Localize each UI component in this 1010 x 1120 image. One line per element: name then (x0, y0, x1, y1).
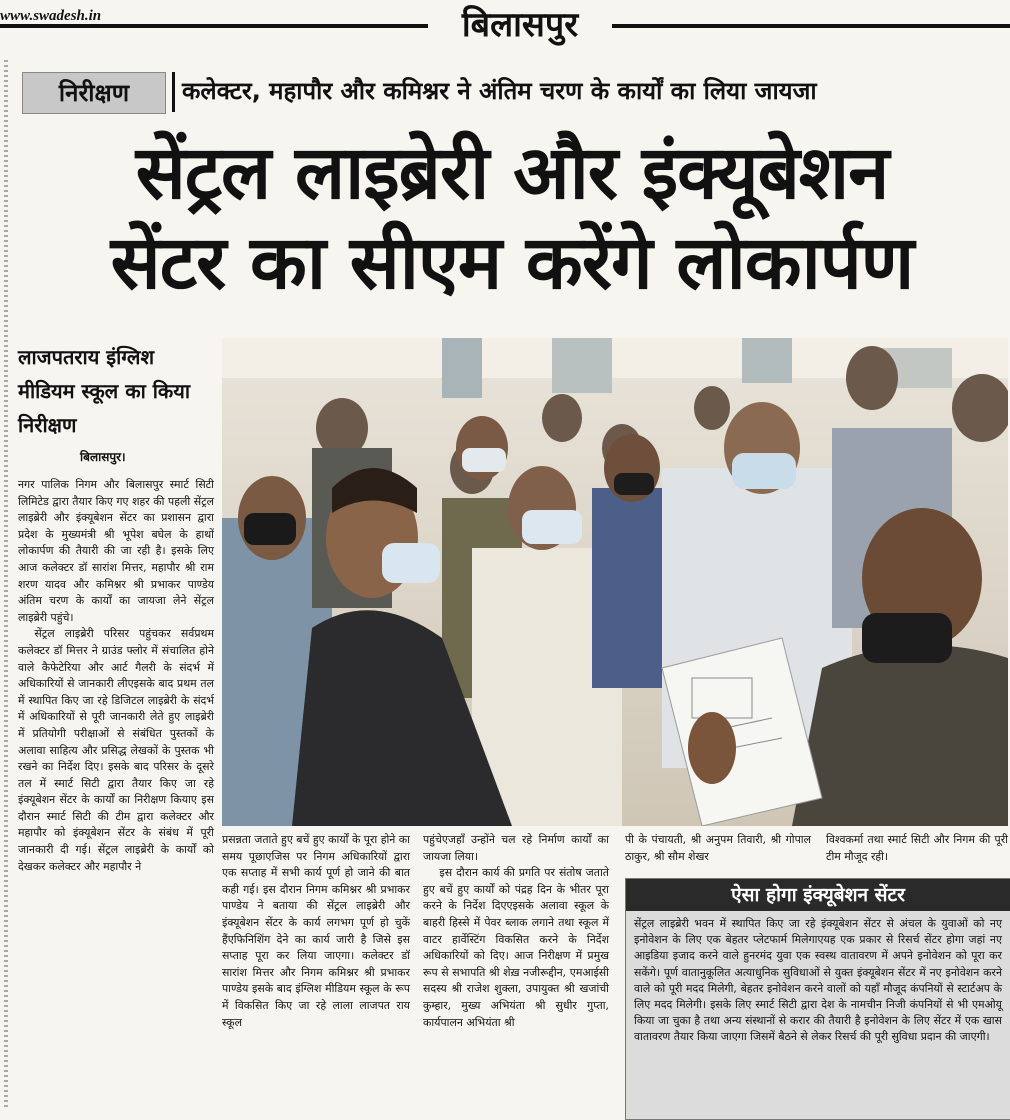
headline-line-1: सेंट्रल लाइब्रेरी और इंक्यूबेशन (135, 130, 889, 216)
news-photo (222, 338, 1008, 826)
column-2-text-a: पहुंचेएजहाँ उन्होंने चल रहे निर्माण कार्यों का जायजा लिया। (423, 833, 609, 863)
column-4-text: विश्वकर्मा तथा स्मार्ट सिटी और निगम की पूरी टीम मौजूद रही। (826, 833, 1008, 863)
column-2-text-b: इस दौरान कार्य की प्रगति पर संतोष जताते हुए बचें हुए कार्यों को पंद्रह दिन के भीतर पूरा करने के निर्देश दिएएइसके अलावा स्कूल के बाहरी हिस्से में पेवर ब्लाक लगाने तथा स्कूल में वाटर हार्वेस्टिंग विकसित करने के निर्देश अधिकारियों को दिए। आज निरीक्षण में प्रमुख रूप से सभापति श्री शेख़ नजीरूद्दीन, एमआईसी सदस्य श्री राजेश शुक्ला, उपायुक्त श्री खजांची कुम्हार, मुख्य अभियंता श्री सुधीर गुप्ता, कार्यपालन अभियंता श्री (423, 866, 609, 1029)
info-box-title: ऐसा होगा इंक्यूबेशन सेंटर (626, 879, 1010, 911)
sidebar-story (18, 340, 214, 875)
page-border (4, 60, 8, 1110)
sub-headline: लाजपतराय इंग्लिश मीडियम स्कूल का किया निरीक्षण (18, 345, 191, 437)
kicker-divider (172, 72, 175, 112)
column-1 (222, 832, 410, 1031)
headline-line-2: सेंटर का सीएम करेंगे लोकार्पण (110, 220, 914, 306)
column-1-text: प्रसन्नता जताते हुए बचें हुए कार्यों के पूरा होने का समय पूछाएजिस पर निगम अधिकारियों द्वारा एक सप्ताह में सभी कार्य पूर्ण हो जाने की बात कही गई। इस दौरान निगम कमिश्नर श्री प्रभाकर पाण्डेय ने बताया की सेंट्रल लाइब्रेरी और इंक्यूबेशन सेंटर के कार्य लगभग पूर्ण हो चुकें हैंएफिनिशिंग देने का कार्य जारी है जिसे इस सप्ताह पूरा कर लिया जाएगा। कलेक्टर डॉ सारांश मित्तर और निगम कमिश्नर श्री प्रभाकर पाण्डेय इसके बाद इंग्लिश मीडियम स्कूल के रूप में विकसित किए जा रहे लाला लाजपत राय स्कूल (222, 833, 410, 1029)
column-3-text: पी के पंचायती, श्री अनुपम तिवारी, श्री गोपाल ठाकुर, श्री सौम शेखर (625, 833, 811, 863)
header-rule-right (612, 24, 1010, 28)
inspection-photo-illustration (222, 338, 1008, 826)
category-tag: निरीक्षण (22, 72, 166, 114)
info-box (625, 878, 1010, 1120)
site-url[interactable]: www.swadesh.in (0, 8, 102, 24)
section-title: बिलासपुर (461, 5, 579, 45)
column-4 (826, 832, 1008, 865)
header-rule-left (0, 24, 428, 28)
column-3 (625, 832, 811, 865)
story-paragraph-1: नगर पालिक निगम और बिलासपुर स्मार्ट सिटी लिमिटेड द्वारा तैयार किए गए शहर की पहली सेंट्रल लाइब्रेरी और इंक्यूबेशन सेंटर का प्रशासन द्वारा प्रदेश के मुख्यमंत्री श्री भूपेश बघेल के हाथों लोकार्पण की तैयारी की जा रही है। इसके लिए आज कलेक्टर डॉ सारांश मित्तर, महापौर श्री राम शरण यादव और कमिश्नर श्री प्रभाकर पाण्डेय अंतिम चरण के कार्यों का जायजा लेने सेंट्रल लाइब्रेरी पहुंचे। (18, 478, 214, 624)
kicker: कलेक्टर, महापौर और कमिश्नर ने अंतिम चरण के कार्यों का लिया जायजा (182, 77, 817, 105)
story-paragraph-2: सेंट्रल लाइब्रेरी परिसर पहुंचकर सर्वप्रथम कलेक्टर डॉ मित्तर ने ग्राउंड फ्लोर में संचालित होने वाले कैफेटेरिया और आर्ट गैलरी के संदर्भ में अधिकारियों से जानकारी लीएइसके बाद प्रथम तल में स्थापित किए जा रहे डिजिटल लाइब्रेरी के संदर्भ में अधिकारियों से पूरी जानकारी लेते हुए लाइब्रेरी में प्रतियोगी परीक्षाओं से संबंधित पुस्तकों के अलावा साहित्य और प्रसिद्ध लेखकों के पुस्तक भी रखने का निर्देश दिए। इसके बाद परिसर के दूसरे तल में स्मार्ट सिटी द्वारा तैयार किए जा रहे इंक्यूबेशन सेंटर के कार्यों का निरीक्षण कियाए इस दौरान स्मार्ट सिटी की टीम द्वारा कलेक्टर और महापौर को इंक्यूबेशन सेंटर के संबंध में पूरी जानकारी दी गई। सेंट्रल लाइब्रेरी के कार्यों को देखकर कलेक्टर और महापौर ने (18, 627, 214, 873)
column-2 (423, 832, 609, 1031)
info-box-text: सेंट्रल लाइब्रेरी भवन में स्थापित किए जा रहे इंक्यूबेशन सेंटर से अंचल के युवाओं को नए इनोवेशन के लिए एक बेहतर प्लेटफार्म मिलेगाएयह एक प्रकार से रिसर्च सेंटर होगा जहां नए आइडिया इजाद करने वाले हुनरमंद युवा एक स्वस्थ वातावरण में अपने इनोवेशन को पूरा कर सकेंगे। पूर्ण वातानुकूलित अत्याधुनिक सुविधाओं से युक्त इंक्यूबेशन सेंटर में नए इनोवेशन करने वाले को पूरी मदद मिलेगी, बेहतर इनोवेशन करने वालों को यहाँ मौजूद कंपनियों से स्टार्टअप के लिए मदद मिलेगी। इसके लिए स्मार्ट सिटी द्वारा देश के नामचीन निजी कंपनियों से भी एमओयू किया जा चुका है तथा अन्य संस्थानों से करार की तैयारी है इनोवेशन के लिए सेंटर में एक खास वातावरण तैयार किया जाएगा जिसमें बैठने से लेकर रिसर्च की पूरी सुविधा प्रदान की जाएगी। (634, 917, 1002, 1044)
dateline: बिलासपुर। (80, 450, 126, 464)
